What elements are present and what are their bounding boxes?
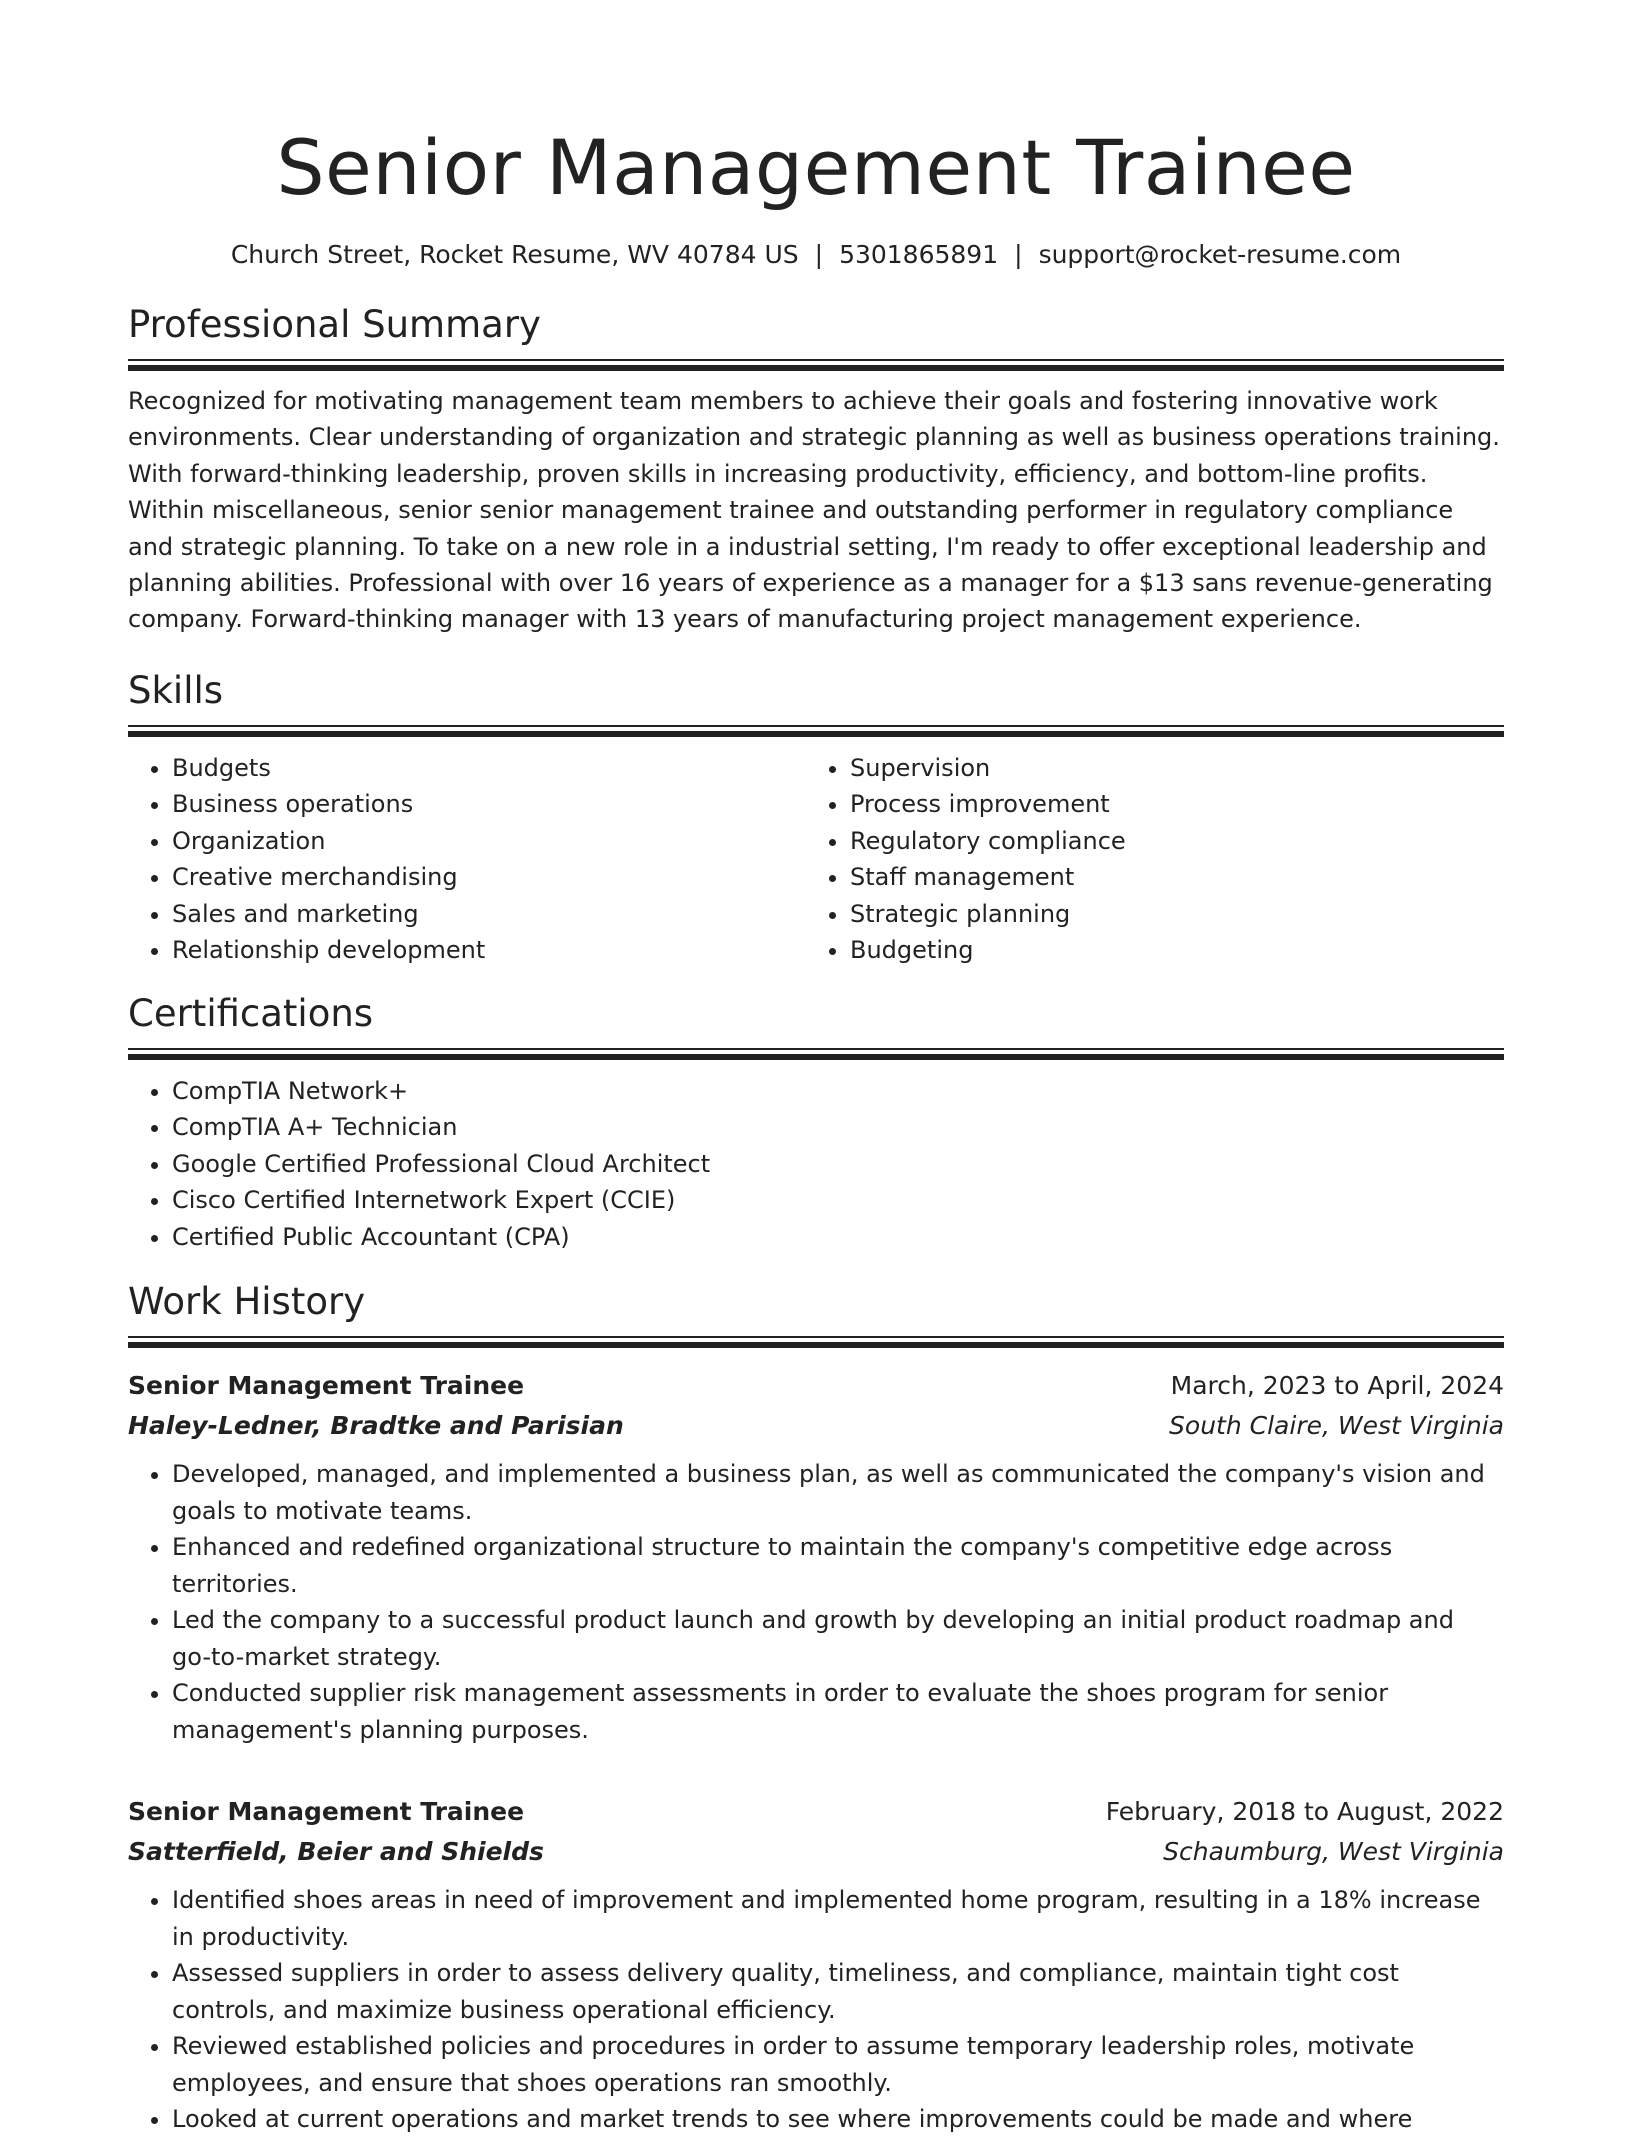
job-bullet: • Reviewed established policies and procedures in order to assume temporary leadership roles, motivate employees, and ensure that shoes operations ran smoothly. [172, 2028, 1504, 2101]
job-dates: February, 2018 to August, 2022 [1105, 1797, 1504, 1827]
job-title: Senior Management Trainee [128, 1797, 525, 1827]
work-history-section [128, 1278, 1504, 2138]
job-bullets [128, 1882, 1504, 2138]
skill-item: • Creative merchandising [172, 859, 806, 896]
summary-section [128, 301, 1504, 638]
job-entry [128, 1792, 1504, 2138]
contact-address: Church Street, Rocket Resume, WV 40784 US [230, 240, 799, 269]
section-title-skills: Skills [128, 668, 224, 712]
job-company: Satterfield, Beier and Shields [128, 1837, 544, 1867]
skill-item: • Process improvement [850, 786, 1484, 823]
section-divider [128, 359, 1504, 371]
summary-text: Recognized for motivating management team members to achieve their goals and fostering innovative work environments. Clear understanding of organization and strategic planning as well as business operations training. With forward-thinking leadership, proven skills in increasing productivity, efficiency, and bottom-line profits. Within miscellaneous, senior senior management trainee and outstanding performer in regulatory compliance and strategic planning. To take on a new role in a industrial setting, I'm ready to offer exceptional leadership and planning abilities. Professional with over 16 years of experience as a manager for a $13 sans revenue-generating company. Forward-thinking manager with 13 years of manufacturing project management experience. [128, 387, 1500, 634]
skills-list-left [128, 750, 806, 969]
skill-item: • Regulatory compliance [850, 823, 1484, 860]
skill-item: • Relationship development [172, 932, 806, 969]
section-divider [128, 1048, 1504, 1060]
job-company: Haley-Ledner, Bradtke and Parisian [128, 1411, 624, 1441]
section-title-work-history: Work History [128, 1280, 366, 1324]
section-title-certifications: Certifications [128, 991, 374, 1035]
job-bullet: • Looked at current operations and market trends to see where improvements could be made and where [172, 2101, 1504, 2138]
skills-section [128, 667, 1504, 969]
job-header-row [128, 1366, 1504, 1406]
skill-item: • Strategic planning [850, 896, 1484, 933]
certifications-list [128, 1073, 1504, 1256]
job-title: Senior Management Trainee [128, 1371, 525, 1401]
contact-separator: | [814, 240, 824, 269]
job-bullet: • Identified shoes areas in need of improvement and implemented home program, resulting in a 18% increase in productivity. [172, 1882, 1504, 1955]
skill-item: • Organization [172, 823, 806, 860]
skill-item: • Sales and marketing [172, 896, 806, 933]
job-bullet: • Assessed suppliers in order to assess delivery quality, timeliness, and compliance, maintain tight cost controls, and maximize business operational efficiency. [172, 1955, 1504, 2028]
contact-separator: | [1014, 240, 1023, 269]
certification-item: • CompTIA Network+ [172, 1073, 1504, 1110]
section-divider [128, 1336, 1504, 1348]
skill-item: • Business operations [172, 786, 806, 823]
skill-item: • Budgeting [850, 932, 1484, 969]
section-title-summary: Professional Summary [128, 303, 541, 346]
job-entry [128, 1366, 1504, 1748]
job-company-row [128, 1406, 1504, 1446]
certification-item: • Cisco Certified Internetwork Expert (CCIE) [172, 1182, 1504, 1219]
certification-item: • Google Certified Professional Cloud Architect [172, 1146, 1504, 1183]
contact-line [128, 239, 1504, 271]
skill-item: • Budgets [172, 750, 806, 787]
job-header-row [128, 1792, 1504, 1832]
skills-columns [128, 750, 1504, 969]
job-bullet: • Enhanced and redefined organizational structure to maintain the company's competitive edge across territories. [172, 1529, 1504, 1602]
job-bullets [128, 1456, 1504, 1748]
certifications-section [128, 990, 1504, 1256]
resume-name: Senior Management Trainee [276, 123, 1356, 212]
job-bullet: • Developed, managed, and implemented a business plan, as well as communicated the company's vision and goals to motivate teams. [172, 1456, 1504, 1529]
section-divider [128, 725, 1504, 737]
job-location: South Claire, West Virginia [1169, 1411, 1504, 1441]
resume-page [128, 0, 1504, 2138]
job-dates: March, 2023 to April, 2024 [1170, 1371, 1504, 1401]
contact-phone: 5301865891 [839, 240, 999, 269]
job-bullet: • Led the company to a successful product launch and growth by developing an initial product roadmap and go-to-market strategy. [172, 1602, 1504, 1675]
skill-item: • Staff management [850, 859, 1484, 896]
job-location: Schaumburg, West Virginia [1163, 1837, 1504, 1867]
skill-item: • Supervision [850, 750, 1484, 787]
certification-item: • CompTIA A+ Technician [172, 1109, 1504, 1146]
certification-item: • Certified Public Accountant (CPA) [172, 1219, 1504, 1256]
skills-list-right [806, 750, 1484, 969]
job-bullet: • Conducted supplier risk management assessments in order to evaluate the shoes program for senior management's planning purposes. [172, 1675, 1504, 1748]
contact-email: support@rocket-resume.com [1038, 240, 1402, 269]
job-company-row [128, 1832, 1504, 1872]
